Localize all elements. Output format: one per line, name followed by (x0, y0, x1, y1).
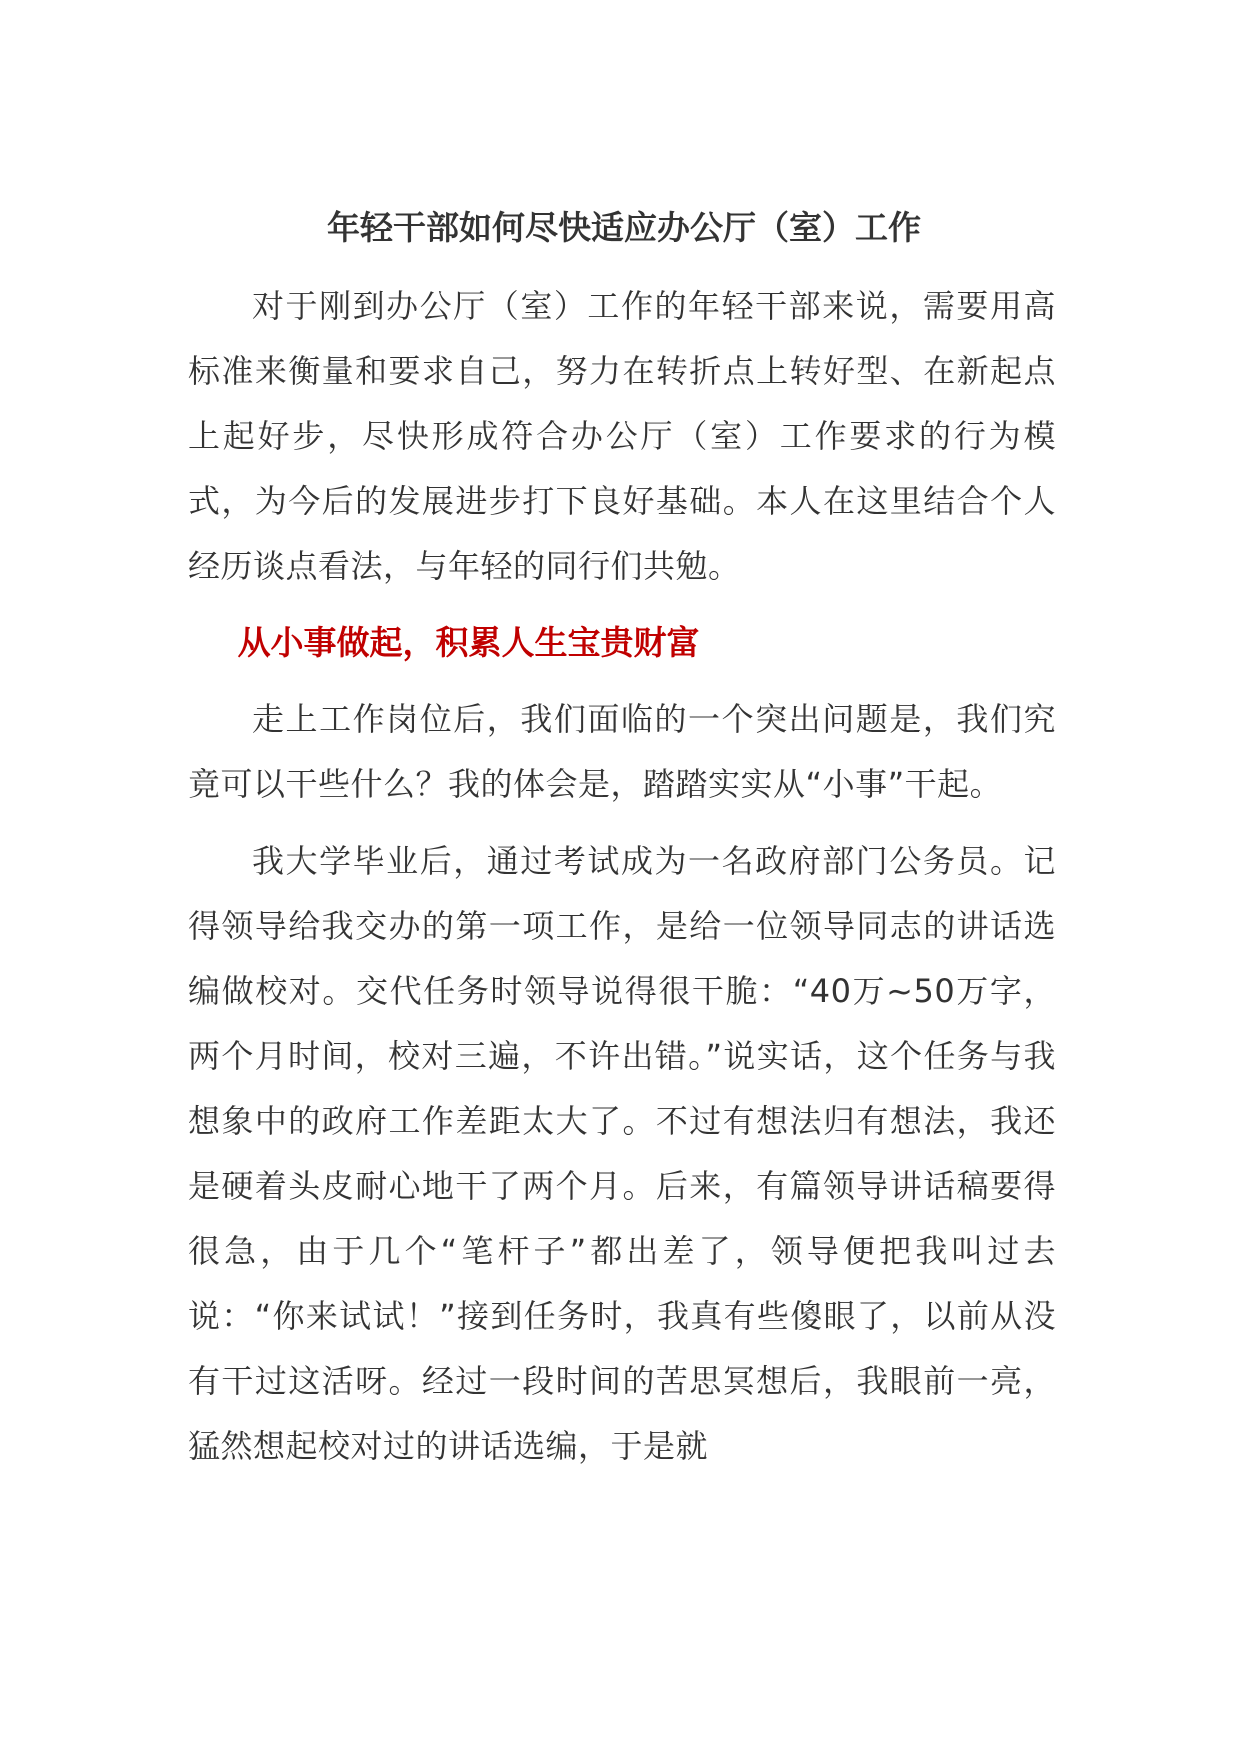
section-heading: 从小事做起，积累人生宝贵财富 (237, 623, 700, 662)
document-title: 年轻干部如何尽快适应办公厅（室）工作 (327, 208, 921, 247)
document-page (188, 200, 1056, 1479)
paragraph-gap (188, 817, 1056, 829)
body-paragraph-2: 我大学毕业后，通过考试成为一名政府部门公务员。记得领导给我交办的第一项工作，是给一位领导同志的讲话选编做校对。交代任务时领导说得很干脆：“40万~50万字，两个月时间，校对三遍，不许出错。”说实话，这个任务与我想象中的政府工作差距太大了。不过有想法归有想法，我还是硬着头皮耐心地干了两个月。后来，有篇领导讲话稿要得很急，由于几个“笔杆子”都出差了，领导便把我叫过去说：“你来试试！”接到任务时，我真有些傻眼了，以前从没有干过这活呀。经过一段时间的苦思冥想后，我眼前一亮，猛然想起校对过的讲话选编，于是就 (188, 842, 1056, 1465)
intro-paragraph: 对于刚到办公厅（室）工作的年轻干部来说，需要用高标准来衡量和要求自己，努力在转折点上转好型、在新起点上起好步，尽快形成符合办公厅（室）工作要求的行为模式，为今后的发展进步打下良好基础。本人在这里结合个人经历谈点看法，与年轻的同行们共勉。 (188, 287, 1056, 585)
body-paragraph-1: 走上工作岗位后，我们面临的一个突出问题是，我们究竟可以干些什么？我的体会是，踏踏实实从“小事”干起。 (188, 700, 1056, 803)
